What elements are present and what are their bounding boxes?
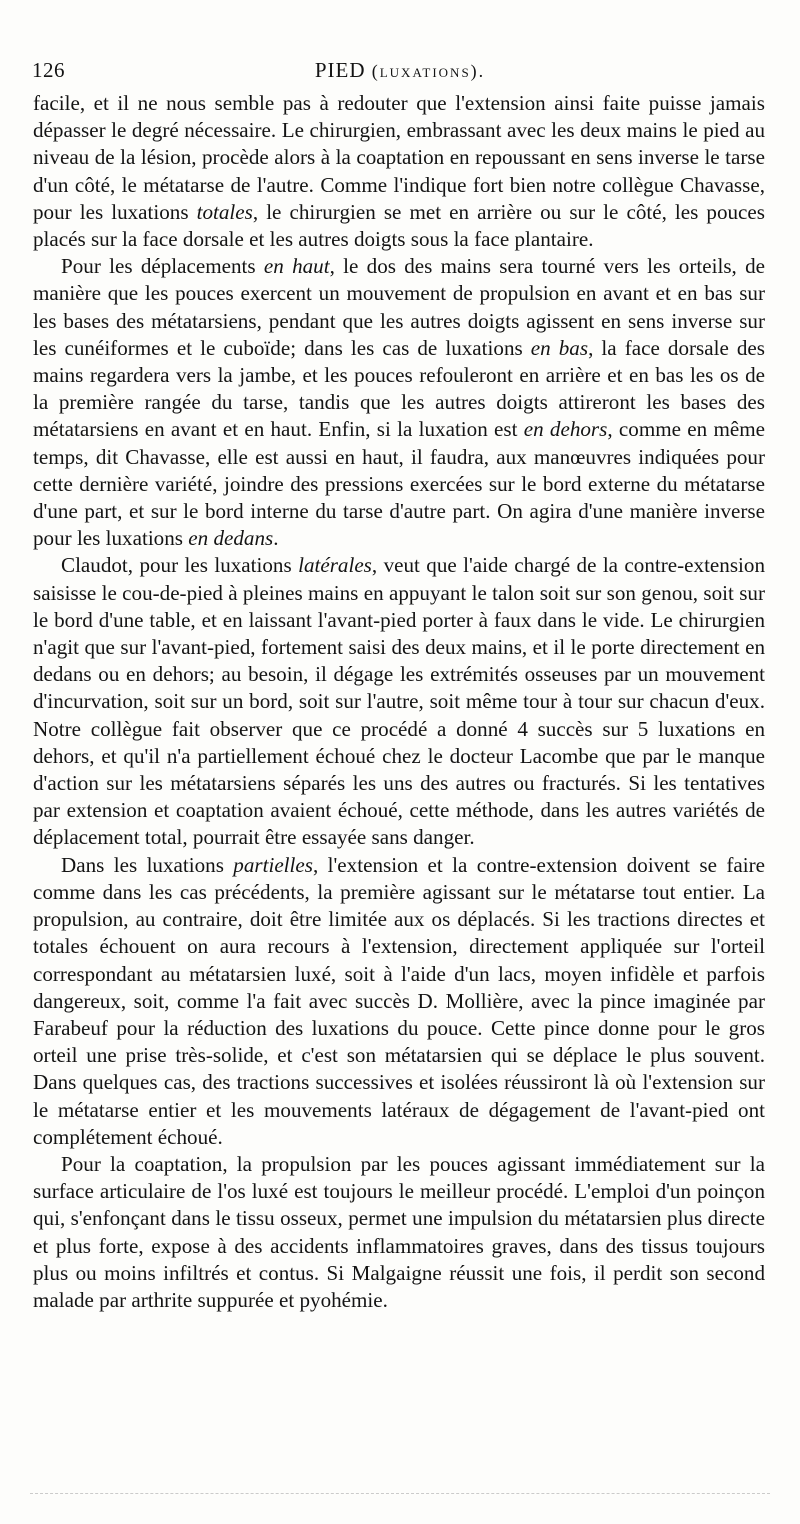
paragraph-2-emphasis-3: en dehors: [523, 417, 608, 442]
page-header: [32, 56, 768, 86]
paragraph-2-emphasis-4: en dedans: [188, 526, 274, 551]
paragraph-1-end: , le chirurgien se met en arrière ou sur le côté, les pouces placés sur la face dorsale et les autres doigts sous la face plantaire.: [33, 199, 765, 252]
running-head-subtitle: (luxations).: [371, 61, 486, 81]
paragraph-2-text-a: Pour les déplacements: [61, 254, 264, 279]
paragraph-2-text-c: , la face dorsale des mains regardera vers la jambe, et les pouces refouleront en arrière et en bas les os de la première rangée du tarse, tandis que les autres doigts attireront les bases des métatarsiens en avant et en haut. Enfin, si la luxation est: [33, 335, 766, 442]
page-body: [33, 90, 765, 1314]
paragraph-1-emphasis: totales: [196, 199, 253, 224]
paragraph-2-emphasis-2: en bas: [530, 335, 589, 360]
paragraph-4: [33, 852, 765, 1151]
running-head-title: PIED: [314, 58, 366, 82]
paragraph-3-text-b: , veut que l'aide chargé de la contre-extension saisisse le cou-de-pied à pleines mains en appuyant le talon soit sur son genou, soit sur le bord d'une table, et en laissant l'avant-pied porter à faux dans le vide. Le chirurgien n'agit que sur l'avant-pied, fortement saisi des deux mains, et il le porte directement en dedans ou en dehors; au besoin, il dégage les extrémités osseuses par un mouvement d'incurvation, soit sur un bord, soit sur l'autre, soit même tour à tour sur chacun d'eux. Notre collègue fait observer que ce procédé a donné 4 succès sur 5 luxations en dehors, et qu'il n'a partiellement échoué chez le docteur Lacombe que par le manque d'action sur les métatarsiens séparés les uns des autres ou fracturés. Si les tentatives par extension et coaptation avaient échoué, cette méthode, dans les autres variétés de déplacement total, pourrait être essayée sans danger.: [33, 553, 766, 850]
paragraph-4-text-a: Dans les luxations: [61, 852, 234, 877]
paragraph-2-emphasis-1: en haut: [263, 254, 330, 279]
paragraph-3-emphasis: latérales: [298, 553, 372, 578]
paragraph-2-text-e: .: [273, 526, 279, 551]
paragraph-1: [33, 90, 765, 253]
footer-rule: [30, 1493, 770, 1500]
paragraph-4-emphasis: partielles: [233, 852, 313, 877]
paragraph-3: [33, 552, 765, 851]
paragraph-5: Pour la coaptation, la propulsion par les pouces agissant immédiatement sur la surface articulaire de l'os luxé est toujours le meilleur procédé. L'emploi d'un poinçon qui, s'enfonçant dans le tissu osseux, permet une impulsion du métatarsien plus directe et plus forte, expose à des accidents inflammatoires graves, dans des tissus toujours plus ou moins infiltrés et contus. Si Malgaigne réussit une fois, il perdit son second malade par arthrite suppurée et pyohémie.: [33, 1151, 765, 1312]
page-number: 126: [32, 58, 65, 82]
paragraph-3-text-a: Claudot, pour les luxations: [61, 553, 299, 578]
paragraph-2-text-d: , comme en même temps, dit Chavasse, elle est aussi en haut, il faudra, aux manœuvres indiquées pour cette dernière variété, joindre des pressions exercées sur le bord externe du métatarse d'une part, et sur le bord interne du tarse d'autre part. On agira d'une manière inverse pour les luxations: [33, 417, 765, 551]
paragraph-2: [33, 253, 765, 552]
paragraph-1-text: facile, et il ne nous semble pas à redouter que l'extension ainsi faite puisse jamais dépasser le degré nécessaire. Le chirurgien, embrassant avec les deux mains le pied au niveau de la lésion, procède alors à la coaptation en repoussant en sens inverse le tarse d'un côté, le métatarse de l'autre. Comme l'indique fort bien notre collègue Chavasse, pour les luxations: [33, 91, 765, 224]
running-head: [32, 58, 768, 83]
paragraph-2-text-b: , le dos des mains sera tourné vers les orteils, de manière que les pouces exercent un mouvement de propulsion en avant et en bas sur les bases des métatarsiens, pendant que les autres doigts agissent en sens inverse sur les cunéiformes et le cuboïde; dans les cas de luxations: [33, 254, 765, 360]
paragraph-4-text-b: , l'extension et la contre-extension doivent se faire comme dans les cas précédents, la première agissant sur le métatarse tout entier. La propulsion, au contraire, doit être limitée aux os déplacés. Si les tractions directes et totales échouent on aura recours à l'extension, directement appliquée sur l'orteil correspondant au métatarsien luxé, soit à l'aide d'un lacs, moyen infidèle et parfois dangereux, soit, comme l'a fait avec succès D. Mollière, avec la pince imaginée par Farabeuf pour la réduction des luxations du pouce. Cette pince donne pour le gros orteil une prise très-solide, et c'est son métatarsien qui se déplace le plus souvent. Dans quelques cas, des tractions successives et isolées réussiront là où l'extension sur le métatarse entier et les mouvements latéraux de dégagement de l'avant-pied ont complétement échoué.: [33, 852, 765, 1149]
